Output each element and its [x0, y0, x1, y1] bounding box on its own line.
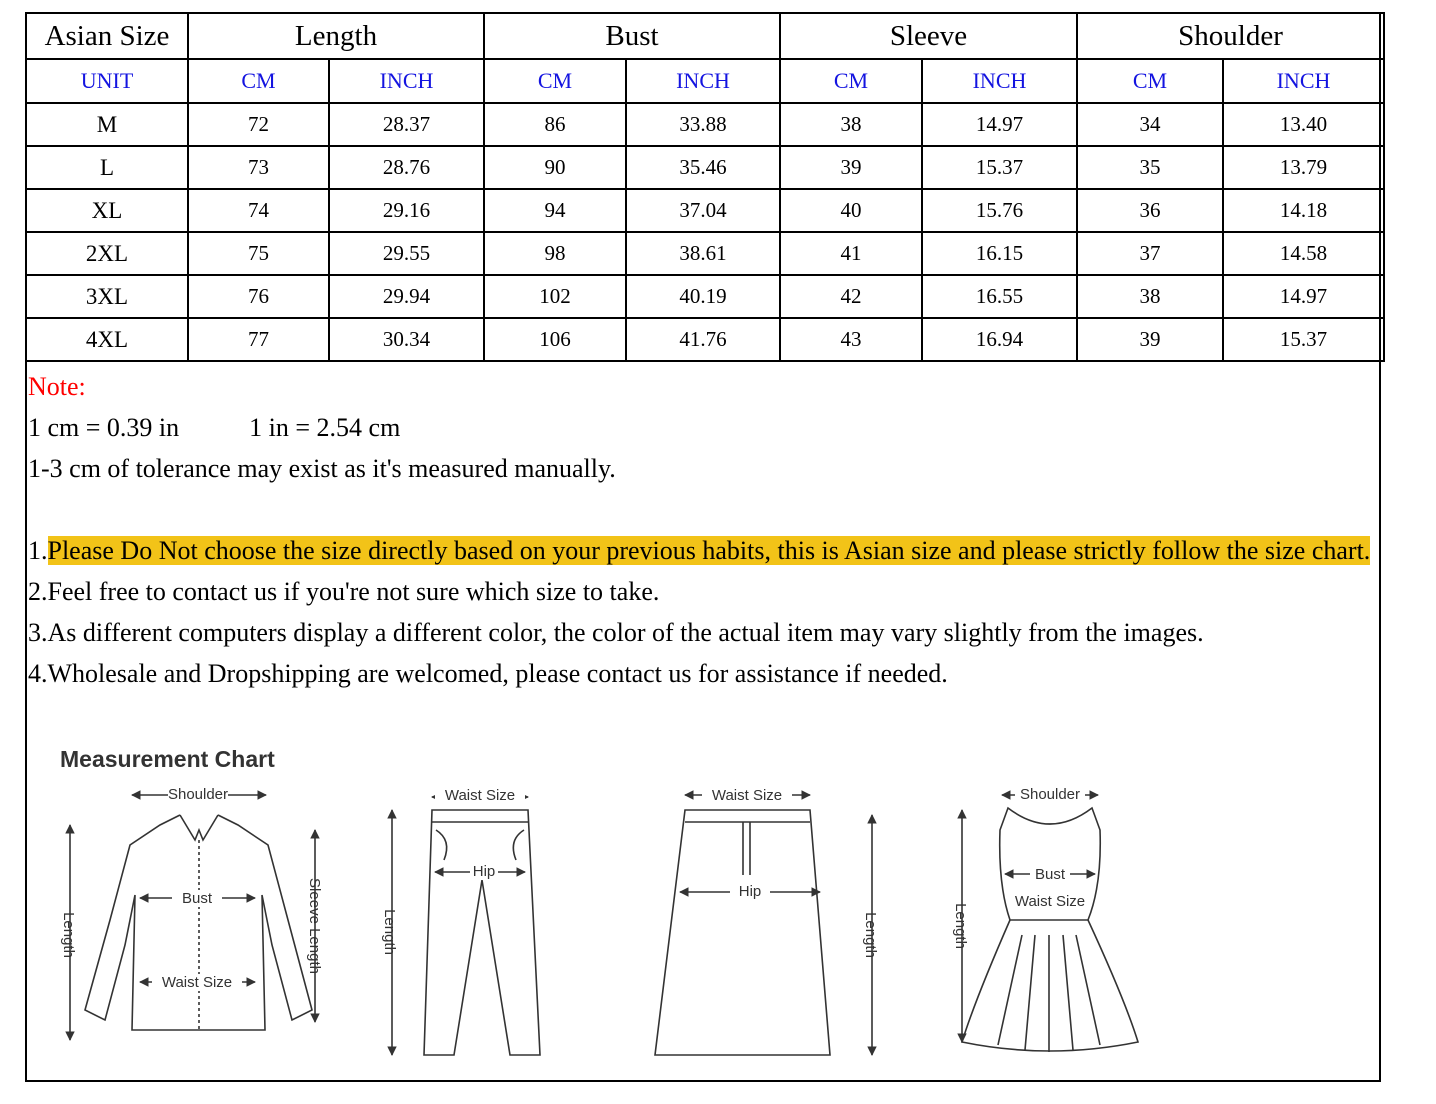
- unit-row: [26, 59, 1384, 103]
- table-cell: 43: [780, 318, 922, 361]
- unit-cell: INCH: [1223, 59, 1384, 103]
- unit-cell: INCH: [329, 59, 484, 103]
- size-cell: 3XL: [26, 275, 188, 318]
- table-cell: 37.04: [626, 189, 780, 232]
- unit-cell: CM: [188, 59, 329, 103]
- measurement-chart-title: Measurement Chart: [60, 746, 275, 772]
- tolerance-note: 1-3 cm of tolerance may exist as it's measured manually.: [28, 454, 616, 483]
- table-row: [26, 275, 1384, 318]
- pants-waist-label: Waist Size: [444, 787, 516, 804]
- table-cell: 39: [1077, 318, 1223, 361]
- dress-drawing: [962, 795, 1138, 1052]
- notes-section: [28, 366, 1373, 694]
- table-row: [26, 103, 1384, 146]
- table-cell: 86: [484, 103, 626, 146]
- note-item-4: 4.Wholesale and Dropshipping are welcomed, please contact us for assistance if needed.: [28, 659, 948, 688]
- pants-drawing: [392, 797, 540, 1055]
- table-cell: 16.55: [922, 275, 1077, 318]
- table-cell: 15.37: [1223, 318, 1384, 361]
- table-cell: 75: [188, 232, 329, 275]
- table-cell: 35.46: [626, 146, 780, 189]
- size-cell: XL: [26, 189, 188, 232]
- conversion-line: [28, 407, 1373, 448]
- conversion-cm: 1 cm = 0.39 in: [28, 413, 180, 442]
- table-cell: 38: [1077, 275, 1223, 318]
- table-cell: 28.76: [329, 146, 484, 189]
- table-cell: 90: [484, 146, 626, 189]
- table-row: [26, 146, 1384, 189]
- table-cell: 14.58: [1223, 232, 1384, 275]
- header-sleeve: Sleeve: [780, 13, 1077, 59]
- shirt-waist-label: Waist Size: [161, 974, 233, 991]
- table-cell: 14.18: [1223, 189, 1384, 232]
- table-cell: 16.94: [922, 318, 1077, 361]
- table-cell: 37: [1077, 232, 1223, 275]
- table-row: [26, 232, 1384, 275]
- table-cell: 36: [1077, 189, 1223, 232]
- table-cell: 39: [780, 146, 922, 189]
- table-cell: 42: [780, 275, 922, 318]
- measurement-diagram: [40, 770, 1150, 1070]
- dress-bust-label: Bust: [1034, 866, 1066, 883]
- size-cell: 4XL: [26, 318, 188, 361]
- table-cell: 14.97: [922, 103, 1077, 146]
- size-cell: M: [26, 103, 188, 146]
- table-cell: 15.76: [922, 189, 1077, 232]
- table-cell: 34: [1077, 103, 1223, 146]
- note-item-1-number: 1.: [28, 536, 48, 565]
- table-cell: 98: [484, 232, 626, 275]
- table-cell: 35: [1077, 146, 1223, 189]
- header-shoulder: Shoulder: [1077, 13, 1384, 59]
- table-cell: 38: [780, 103, 922, 146]
- note-item-1: [28, 530, 1373, 571]
- table-cell: 41.76: [626, 318, 780, 361]
- table-cell: 41: [780, 232, 922, 275]
- header-length: Length: [188, 13, 484, 59]
- table-header-row: [26, 13, 1384, 59]
- table-cell: 40: [780, 189, 922, 232]
- unit-cell: CM: [780, 59, 922, 103]
- note-item-2: 2.Feel free to contact us if you're not sure which size to take.: [28, 577, 660, 606]
- table-cell: 29.16: [329, 189, 484, 232]
- table-cell: 40.19: [626, 275, 780, 318]
- size-cell: L: [26, 146, 188, 189]
- note-item-1-highlight: Please Do Not choose the size directly based on your previous habits, this is Asian size and please strictly follow the size chart.: [47, 536, 1371, 565]
- table-cell: 33.88: [626, 103, 780, 146]
- table-row: [26, 318, 1384, 361]
- header-bust: Bust: [484, 13, 780, 59]
- skirt-drawing: [655, 795, 872, 1055]
- shirt-shoulder-label: Shoulder: [167, 786, 229, 803]
- note-item-3: 3.As different computers display a different color, the color of the actual item may vary slightly from the images.: [28, 618, 1204, 647]
- skirt-hip-label: Hip: [738, 883, 762, 900]
- unit-cell: INCH: [626, 59, 780, 103]
- shirt-drawing: [70, 795, 315, 1040]
- table-cell: 77: [188, 318, 329, 361]
- conversion-in: 1 in = 2.54 cm: [249, 413, 401, 442]
- header-asian-size: Asian Size: [26, 13, 188, 59]
- dress-shoulder-label: Shoulder: [1019, 786, 1081, 803]
- table-cell: 14.97: [1223, 275, 1384, 318]
- table-cell: 30.34: [329, 318, 484, 361]
- table-cell: 15.37: [922, 146, 1077, 189]
- skirt-length-label: Length: [862, 912, 879, 958]
- size-table: [25, 12, 1385, 362]
- shirt-bust-label: Bust: [181, 890, 213, 907]
- dress-length-label: Length: [952, 903, 969, 949]
- table-cell: 29.55: [329, 232, 484, 275]
- table-cell: 76: [188, 275, 329, 318]
- pants-length-label: Length: [381, 909, 398, 955]
- skirt-waist-label: Waist Size: [711, 787, 783, 804]
- table-cell: 13.40: [1223, 103, 1384, 146]
- unit-cell: INCH: [922, 59, 1077, 103]
- table-cell: 73: [188, 146, 329, 189]
- table-row: [26, 189, 1384, 232]
- unit-cell: CM: [484, 59, 626, 103]
- table-cell: 72: [188, 103, 329, 146]
- table-cell: 102: [484, 275, 626, 318]
- table-cell: 74: [188, 189, 329, 232]
- table-cell: 28.37: [329, 103, 484, 146]
- pants-hip-label: Hip: [472, 863, 496, 880]
- table-cell: 13.79: [1223, 146, 1384, 189]
- unit-cell: CM: [1077, 59, 1223, 103]
- note-title: Note:: [28, 372, 86, 401]
- shirt-sleeve-label: Sleeve Length: [306, 878, 323, 974]
- table-cell: 106: [484, 318, 626, 361]
- table-cell: 38.61: [626, 232, 780, 275]
- shirt-length-label: Length: [60, 912, 77, 958]
- unit-cell: UNIT: [26, 59, 188, 103]
- table-cell: 29.94: [329, 275, 484, 318]
- size-cell: 2XL: [26, 232, 188, 275]
- table-cell: 94: [484, 189, 626, 232]
- table-cell: 16.15: [922, 232, 1077, 275]
- dress-waist-label: Waist Size: [1014, 893, 1086, 910]
